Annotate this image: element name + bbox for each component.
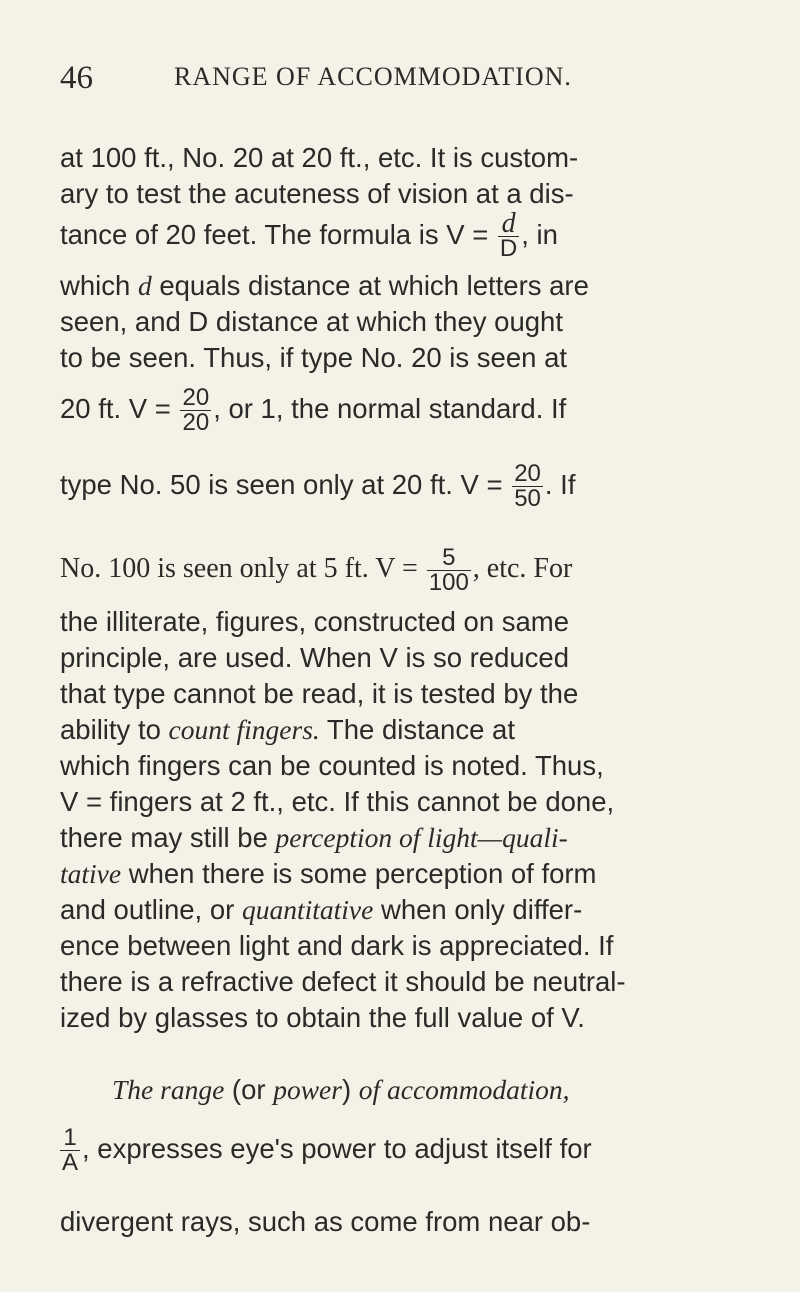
- text-span: , or 1, the normal standard. If: [213, 392, 567, 424]
- fraction-denominator: 50: [514, 485, 541, 512]
- fraction-numerator: 1: [60, 1126, 80, 1151]
- text-span: (or: [224, 1074, 274, 1105]
- text-line: [60, 892, 770, 928]
- text-line: [60, 340, 770, 376]
- text-line: [60, 676, 770, 712]
- text-span: seen, and D distance at which they ought: [60, 306, 563, 337]
- page-header: [60, 60, 780, 110]
- text-line: [60, 928, 770, 964]
- formula-line: [60, 208, 770, 262]
- italic-text: count fingers.: [168, 714, 320, 745]
- text-span: when only differ-: [373, 894, 583, 925]
- fraction-numerator: 5: [427, 546, 471, 571]
- text-line: [60, 604, 770, 640]
- text-span: which: [60, 270, 138, 301]
- formula-fraction: [512, 462, 543, 511]
- text-span: principle, are used. When V is so reduced: [60, 642, 570, 673]
- text-span: No. 100 is seen only at 5 ft. V =: [60, 552, 418, 584]
- formula-line: [60, 1126, 770, 1175]
- text-span: . If: [544, 468, 576, 500]
- fraction-denominator: D: [499, 235, 518, 262]
- text-line: [60, 1204, 770, 1240]
- text-span: there may still be: [60, 822, 276, 853]
- text-span: ability to: [60, 714, 169, 745]
- fraction-denominator: A: [62, 1149, 79, 1176]
- text-span: ized by glasses to obtain the full value of V.: [60, 1002, 585, 1033]
- text-line: [60, 748, 770, 784]
- text-line: [60, 268, 770, 304]
- text-span: 20 ft. V =: [60, 392, 171, 424]
- text-span: tance of 20 feet. The formula is V =: [60, 218, 489, 250]
- text-span: , in: [521, 218, 558, 250]
- italic-text: d: [137, 270, 152, 301]
- text-line: [60, 140, 770, 176]
- formula-fraction: [60, 1126, 80, 1175]
- formula-line: [60, 546, 770, 595]
- running-title: RANGE OF ACCOMMODATION.: [174, 62, 572, 91]
- text-line: [60, 856, 770, 892]
- italic-text: The range: [112, 1074, 225, 1105]
- text-span: the illiterate, figures, constructed on same: [60, 606, 570, 637]
- text-span: , etc. For: [472, 552, 573, 584]
- text-span: to be seen. Thus, if type No. 20 is seen at: [60, 342, 568, 373]
- italic-text: tative: [60, 858, 122, 889]
- text-span: divergent rays, such as come from near ob-: [60, 1206, 591, 1237]
- fraction-denominator: 20: [182, 409, 210, 436]
- fraction-denominator: 100: [428, 569, 469, 596]
- text-line: [60, 820, 770, 856]
- formula-fraction: [180, 386, 211, 435]
- page-number: 46: [60, 60, 93, 96]
- text-span: type No. 50 is seen only at 20 ft. V =: [60, 468, 503, 500]
- text-span: , expresses eye's power to adjust itself for: [82, 1132, 592, 1164]
- text-span: ary to test the acuteness of vision at a dis-: [60, 178, 574, 209]
- fraction-numerator: 20: [514, 460, 541, 487]
- text-line: [60, 1000, 770, 1036]
- text-line: [60, 964, 770, 1000]
- text-line: [60, 784, 770, 820]
- text-span: when there is some perception of form: [121, 858, 597, 889]
- text-span: ence between light and dark is appreciated. If: [60, 930, 614, 961]
- text-span: and outline, or: [60, 894, 242, 925]
- text-span: at 100 ft., No. 20 at 20 ft., etc. It is custom-: [60, 142, 579, 173]
- formula-line: [60, 386, 770, 435]
- text-span: equals distance at which letters are: [151, 270, 589, 301]
- formula-line: [60, 462, 770, 511]
- fraction-numerator: 20: [182, 384, 210, 411]
- text-line: [112, 1072, 800, 1108]
- text-span: The distance at: [319, 714, 515, 745]
- fraction-numerator: d: [498, 212, 519, 237]
- formula-fraction: [498, 208, 519, 262]
- text-line: [60, 640, 770, 676]
- text-span: that type cannot be read, it is tested by the: [60, 678, 579, 709]
- text-span: there is a refractive defect it should be neutral-: [60, 966, 626, 997]
- italic-text: power: [273, 1074, 342, 1105]
- text-span: which fingers can be counted is noted. Thus,: [60, 750, 604, 781]
- italic-text: perception of light—quali-: [275, 822, 568, 853]
- italic-text: of accommodation,: [358, 1074, 570, 1105]
- text-span: ): [341, 1074, 359, 1105]
- text-span: V = fingers at 2 ft., etc. If this cannot be done,: [60, 786, 615, 817]
- italic-text: quantitative: [241, 894, 374, 925]
- formula-fraction: [427, 546, 471, 595]
- text-line: [60, 712, 770, 748]
- text-line: [60, 304, 770, 340]
- text-line: [60, 176, 770, 212]
